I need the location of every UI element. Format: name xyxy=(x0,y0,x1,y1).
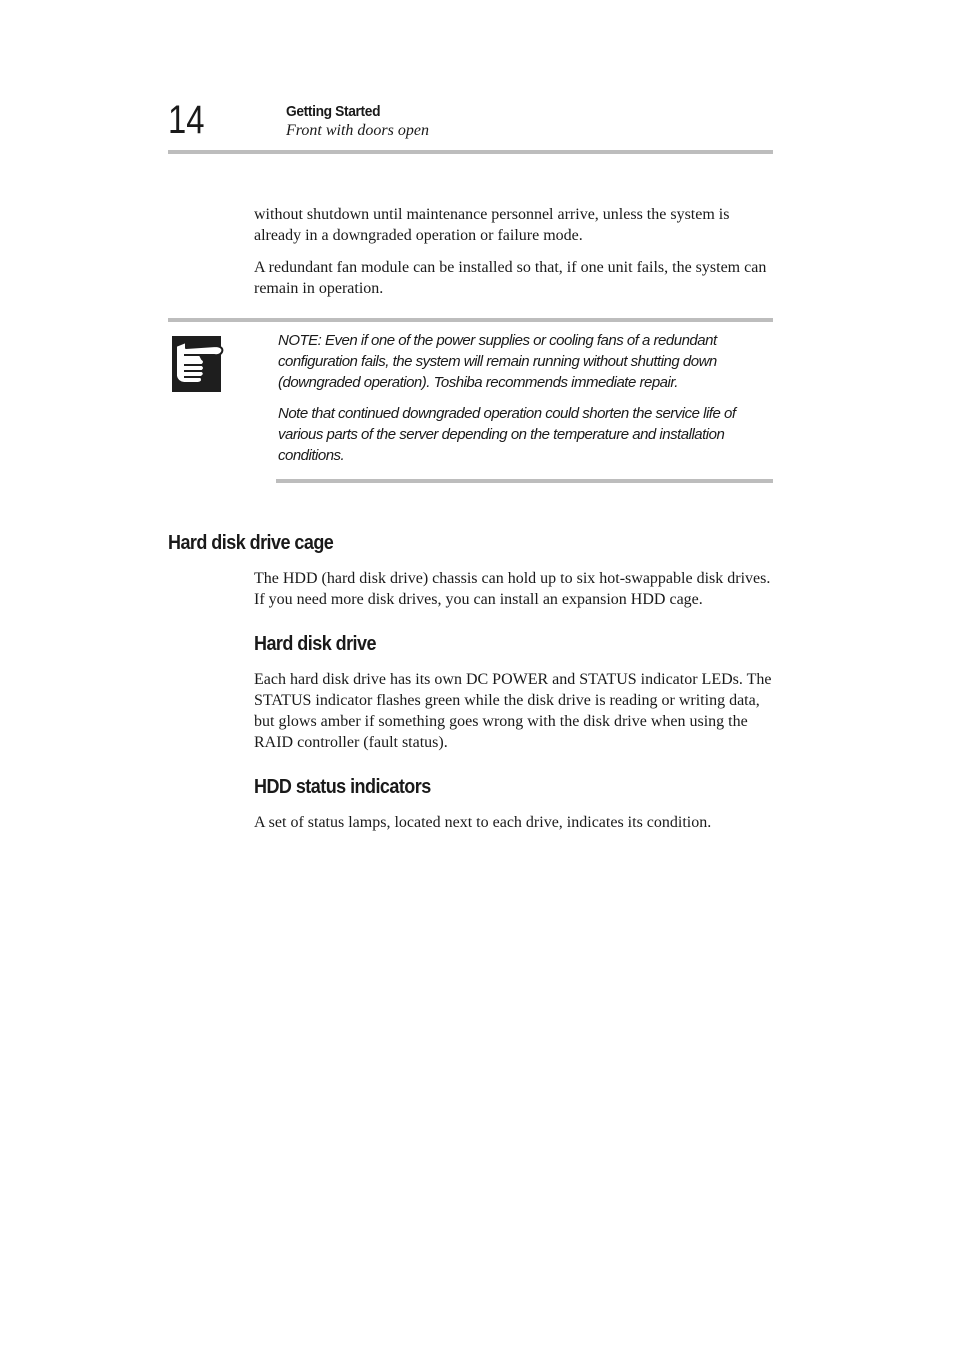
note-bottom-rule xyxy=(276,479,773,483)
section-title: Front with doors open xyxy=(286,122,429,139)
page-number: 14 xyxy=(168,98,205,142)
subsection-heading-hdd-status: HDD status indicators xyxy=(254,776,431,798)
body-paragraph: A set of status lamps, located next to each drive, indicates its condition. xyxy=(254,814,712,831)
note-text: Note that continued downgraded operation could shorten the service life of various parts of the server depending on the temperature and installation conditions. xyxy=(278,405,736,464)
note-text: NOTE: Even if one of the power supplies or cooling fans of a redundant configuration fails, the system will remain running without shutting down (downgraded operation). Toshiba recommends immediate repair. xyxy=(278,332,717,391)
section-heading-hdd-cage: Hard disk drive cage xyxy=(168,532,334,554)
body-paragraph: without shutdown until maintenance personnel arrive, unless the system is already in a downgraded operation or failure mode. xyxy=(254,206,730,244)
running-head xyxy=(286,103,429,140)
body-paragraph: Each hard disk drive has its own DC POWER and STATUS indicator LEDs. The STATUS indicator flashes green while the disk drive is reading or writing data, but glows amber if something goes wrong with the disk drive when using the RAID controller (fault status). xyxy=(254,671,772,751)
body-paragraph: A redundant fan module can be installed so that, if one unit fails, the system can remain in operation. xyxy=(254,259,767,297)
header-rule xyxy=(168,150,773,154)
chapter-title: Getting Started xyxy=(286,103,381,120)
pointing-hand-icon xyxy=(172,336,224,392)
note-top-rule xyxy=(168,318,773,322)
body-paragraph: The HDD (hard disk drive) chassis can hold up to six hot-swappable disk drives. If you need more disk drives, you can install an expansion HDD cage. xyxy=(254,570,771,608)
subsection-heading-hdd: Hard disk drive xyxy=(254,633,376,655)
